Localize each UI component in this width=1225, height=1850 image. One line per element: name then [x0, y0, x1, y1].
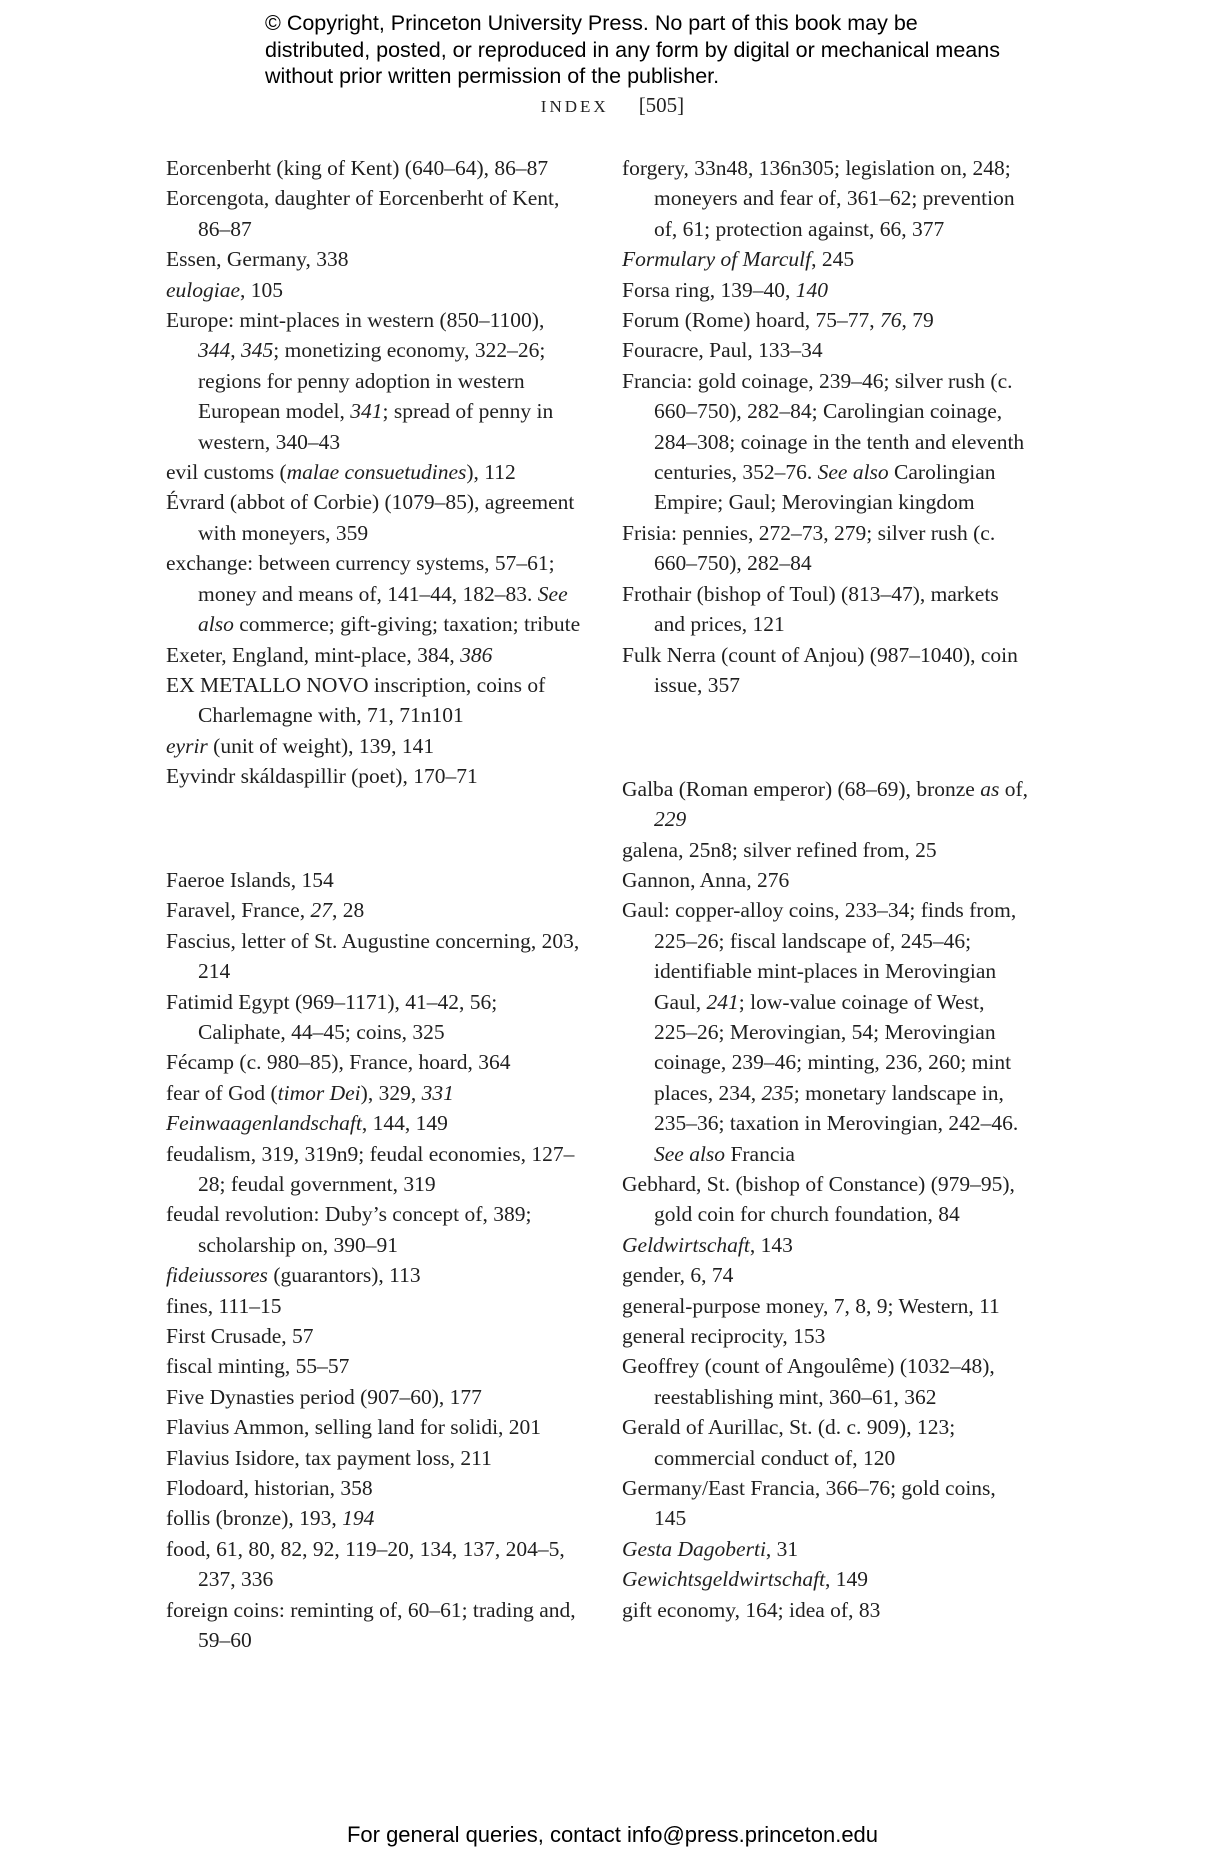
index-entry: Formulary of Marculf, 245: [622, 247, 855, 272]
index-entry: Essen, Germany, 338: [166, 247, 349, 272]
index-entry: Flodoard, historian, 358: [166, 1476, 373, 1501]
index-entry: feudal revolution: Duby’s concept of, 389; scholarship on, 390–91: [166, 1202, 532, 1257]
index-entry: Germany/East Francia, 366–76; gold coins, 145: [622, 1476, 996, 1531]
index-entry: Francia: gold coinage, 239–46; silver rush (c. 660–750), 282–84; Carolingian coinage, 284–308; coinage in the tenth and eleventh centuries, 352–76. See also Carolingian Empire; Gaul; Merovingian kingdom: [622, 368, 1025, 515]
index-entry: Fulk Nerra (count of Anjou) (987–1040), coin issue, 357: [622, 642, 1018, 697]
index-entry: Eorcenberht (king of Kent) (640–64), 86–87: [166, 156, 549, 180]
index-entry: Forsa ring, 139–40, 140: [622, 277, 829, 302]
running-head: [0, 93, 1225, 118]
index-entry: First Crusade, 57: [166, 1324, 314, 1349]
index-entry: foreign coins: reminting of, 60–61; trading and, 59–60: [166, 1597, 576, 1653]
index-entry: forgery, 33n48, 136n305; legislation on, 248; moneyers and fear of, 361–62; prevention of, 61; protection against, 66, 377: [622, 156, 1015, 241]
index-entry: gift economy, 164; idea of, 83: [622, 1597, 881, 1622]
index-entry: Faeroe Islands, 154: [166, 867, 334, 892]
index-entry: fiscal minting, 55–57: [166, 1354, 350, 1379]
index-entry: Europe: mint-places in western (850–1100), 344, 345; monetizing economy, 322–26; regions for penny adoption in western European model, 341; spread of penny in western, 340–43: [166, 308, 554, 454]
index-entry: EX METALLO NOVO inscription, coins of Charlemagne with, 71, 71n101: [166, 672, 546, 728]
index-entry: evil customs (malae consuetudines), 112: [166, 460, 516, 485]
index-entry: eyrir (unit of weight), 139, 141: [166, 733, 435, 758]
index-entry: galena, 25n8; silver refined from, 25: [622, 837, 937, 862]
index-entry: fideiussores (guarantors), 113: [166, 1263, 421, 1288]
index-entry: Fatimid Egypt (969–1171), 41–42, 56; Caliphate, 44–45; coins, 325: [166, 989, 498, 1044]
index-entry: Fouracre, Paul, 133–34: [622, 338, 823, 363]
index-entry: Flavius Isidore, tax payment loss, 211: [166, 1445, 492, 1470]
index-entry: Geldwirtschaft, 143: [622, 1232, 793, 1257]
index-entry: eulogiae, 105: [166, 277, 284, 302]
index-entry: Frisia: pennies, 272–73, 279; silver rush (c. 660–750), 282–84: [622, 520, 996, 576]
index-entry: Galba (Roman emperor) (68–69), bronze as of, 229: [622, 776, 1029, 832]
index-entry: gender, 6, 74: [622, 1263, 734, 1288]
index-entry: Eorcengota, daughter of Eorcenberht of Kent, 86–87: [166, 186, 560, 241]
index-entry: fear of God (timor Dei), 329, 331: [166, 1080, 454, 1105]
index-entry: Geoffrey (count of Angoulême) (1032–48), reestablishing mint, 360–61, 362: [622, 1354, 995, 1409]
index-entry: feudalism, 319, 319n9; feudal economies, 127–28; feudal government, 319: [166, 1141, 575, 1196]
index-entry: Five Dynasties period (907–60), 177: [166, 1384, 482, 1409]
index-entry: Eyvindr skáldaspillir (poet), 170–71: [166, 764, 478, 789]
section-gap: [166, 813, 586, 843]
index-entry: exchange: between currency systems, 57–61; money and means of, 141–44, 182–83. See also commerce; gift-giving; taxation; tribute: [166, 551, 581, 637]
index-entry: Frothair (bishop of Toul) (813–47), markets and prices, 121: [622, 581, 999, 637]
index-entry: Gesta Dagoberti, 31: [622, 1536, 799, 1561]
index-entry: Gerald of Aurillac, St. (d. c. 909), 123; commercial conduct of, 120: [622, 1415, 956, 1470]
index-entry: Gaul: copper-alloy coins, 233–34; finds from, 225–26; fiscal landscape of, 245–46; identifiable mint-places in Merovingian Gaul, 241; low-value coinage of West, 225–26; Merovingian, 54; Merovingian coinage, 239–46; minting, 236, 260; mint places, 234, 235; monetary landscape in, 235–36; taxation in Merovingian, 242–46. See also Francia: [622, 898, 1019, 1166]
index-entry: fines, 111–15: [166, 1293, 282, 1318]
index-entry: Fécamp (c. 980–85), France, hoard, 364: [166, 1050, 511, 1075]
index-entry: Fascius, letter of St. Augustine concerning, 203, 214: [166, 928, 580, 984]
index-entry: follis (bronze), 193, 194: [166, 1506, 375, 1531]
contact-footer: For general queries, contact info@press.princeton.edu: [346, 1822, 879, 1847]
index-entry: Feinwaagenlandschaft, 144, 149: [166, 1111, 448, 1136]
running-head-label: INDEX: [540, 97, 609, 116]
index-entry: Forum (Rome) hoard, 75–77, 76, 79: [622, 308, 934, 333]
index-column-left: [166, 153, 586, 1655]
index-entry: Faravel, France, 27, 28: [166, 898, 365, 923]
index-entry: general-purpose money, 7, 8, 9; Western, 11: [622, 1293, 1000, 1318]
copyright-notice: © Copyright, Princeton University Press. No part of this book may be distributed, posted, or reproduced in any form by digital or mechanical means without prior written permission of the publisher.: [265, 11, 1000, 88]
index-entry: Gebhard, St. (bishop of Constance) (979–95), gold coin for church foundation, 84: [622, 1171, 1015, 1227]
index-entry: Évrard (abbot of Corbie) (1079–85), agreement with moneyers, 359: [166, 490, 575, 545]
index-entry: Gannon, Anna, 276: [622, 867, 790, 892]
index-entry: general reciprocity, 153: [622, 1324, 826, 1349]
page-number: [505]: [638, 93, 685, 117]
index-entry: food, 61, 80, 82, 92, 119–20, 134, 137, 204–5, 237, 336: [166, 1536, 565, 1592]
index-entry: Exeter, England, mint-place, 384, 386: [166, 642, 493, 667]
index-column-right: [622, 153, 1032, 1625]
index-entry: Gewichtsgeldwirtschaft, 149: [622, 1567, 869, 1592]
index-entry: Flavius Ammon, selling land for solidi, 201: [166, 1415, 542, 1440]
section-gap: [622, 722, 1032, 752]
